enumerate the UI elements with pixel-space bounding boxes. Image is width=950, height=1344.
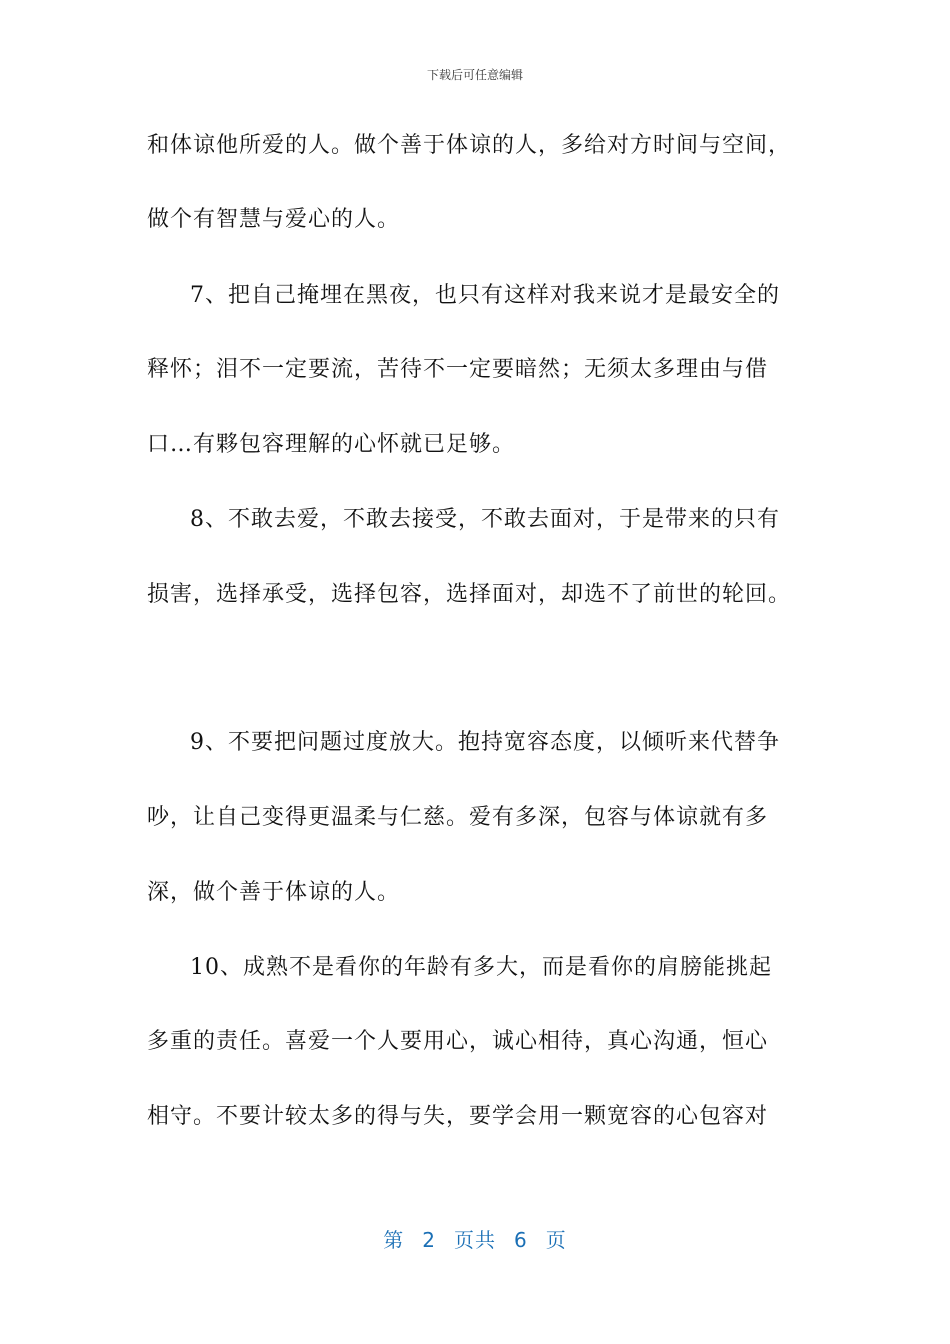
text-line: 做个有智慧与爱心的人。 [147, 207, 401, 232]
text-line: 释怀；泪不一定要流，苦待不一定要暗然；无须太多理由与借 [147, 357, 769, 382]
text-line: 10、成熟不是看你的年龄有多大，而是看你的肩膀能挑起 [190, 955, 772, 980]
text-line: 吵，让自己变得更温柔与仁慈。爱有多深，包容与体谅就有多 [147, 805, 769, 830]
text-line: 和体谅他所爱的人。做个善于体谅的人，多给对方时间与空间， [147, 133, 792, 158]
text-line: 损害，选择承受，选择包容，选择面对，却选不了前世的轮回。 [147, 582, 792, 607]
current-page-number: 2 [422, 1228, 436, 1252]
text-line: 多重的责任。喜爱一个人要用心，诚心相待，真心沟通，恒心 [147, 1029, 769, 1054]
text-line: 7、把自己掩埋在黑夜，也只有这样对我来说才是最安全的 [190, 283, 780, 308]
footer-middle: 页共 [454, 1228, 496, 1252]
text-line: 深，做个善于体谅的人。 [147, 880, 401, 905]
page-header: 下载后可任意编辑 [426, 68, 523, 82]
total-pages-number: 6 [514, 1228, 528, 1252]
text-line: 9、不要把问题过度放大。抱持宽容态度，以倾听来代替争 [190, 730, 780, 755]
text-line: 口…有夥包容理解的心怀就已足够。 [147, 432, 516, 457]
footer-prefix: 第 [383, 1228, 405, 1252]
text-line: 相守。不要计较太多的得与失，要学会用一颗宽容的心包容对 [147, 1104, 769, 1129]
text-line: 8、不敢去爱，不敢去接受，不敢去面对，于是带来的只有 [190, 507, 780, 532]
page-footer [0, 1224, 950, 1253]
footer-suffix: 页 [545, 1228, 567, 1252]
